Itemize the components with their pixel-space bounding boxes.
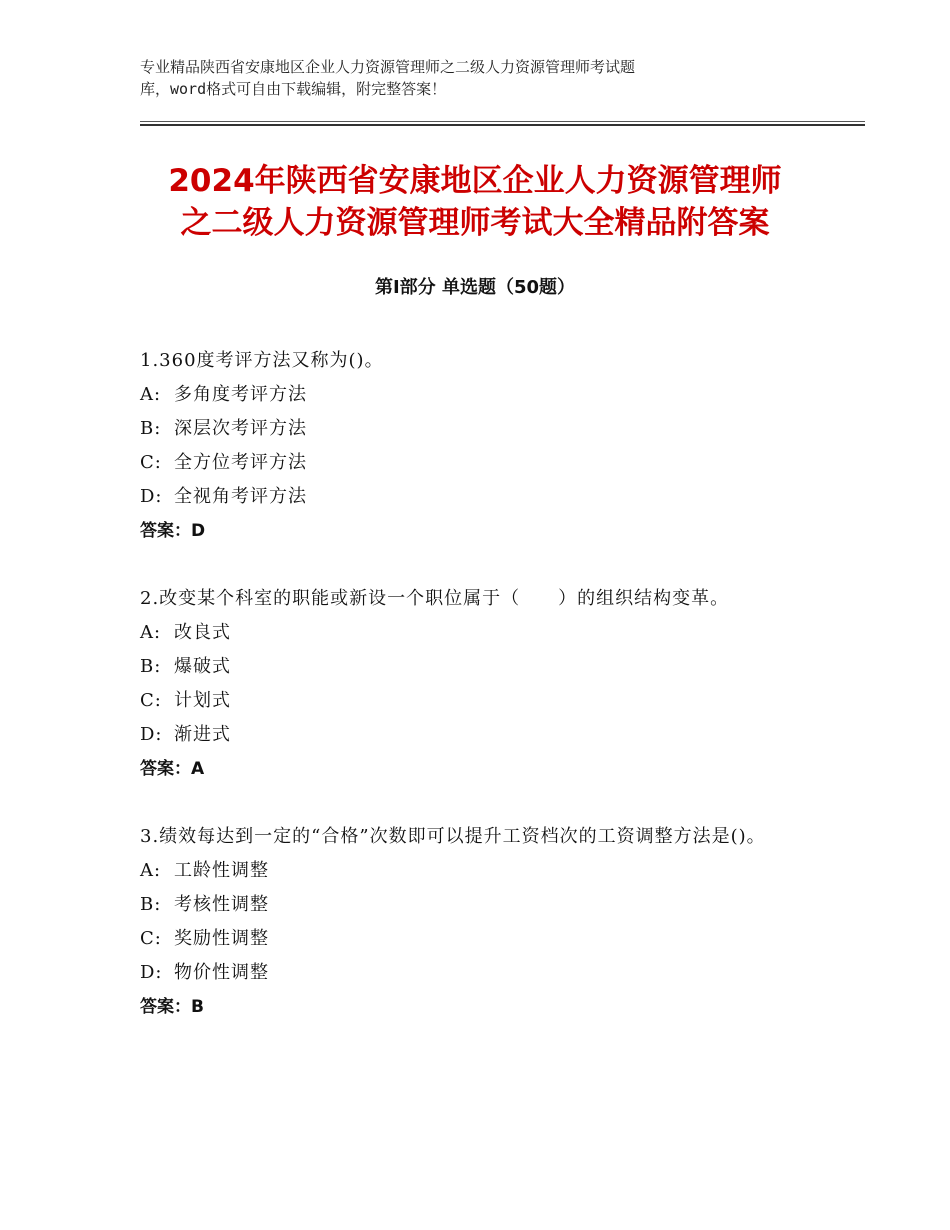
option-text: 爆破式 [174,656,231,677]
option-text: 工龄性调整 [174,860,269,881]
option-text: 物价性调整 [174,962,269,983]
option-key: C: [140,690,162,711]
question-1 [140,344,800,548]
option-text: 计划式 [174,690,231,711]
option-d [140,956,800,990]
answer-label: 答案：A [140,759,205,779]
section-heading: 第Ⅰ部分 单选题（50题） [374,277,575,298]
document-title-line1: 2024年陕西省安康地区企业人力资源管理师 [168,163,782,199]
question-stem: 3.绩效每达到一定的“合格”次数即可以提升工资档次的工资调整方法是()。 [140,826,766,847]
option-text: 多角度考评方法 [174,384,307,405]
option-text: 深层次考评方法 [174,418,307,439]
question-list [140,344,800,1058]
option-c [140,446,800,480]
option-key: B: [140,894,162,915]
option-key: A: [140,860,162,881]
option-c [140,684,800,718]
question-stem: 1.360度考评方法又称为()。 [140,350,384,371]
question-stem: 2.改变某个科室的职能或新设一个职位属于（ ）的组织结构变革。 [140,588,730,609]
answer-label: 答案：B [140,997,204,1017]
option-b [140,412,800,446]
option-key: C: [140,452,162,473]
document-title [100,160,850,244]
option-key: D: [140,724,163,745]
option-c [140,922,800,956]
header-note [140,56,820,100]
option-text: 全视角考评方法 [174,486,307,507]
option-d [140,718,800,752]
header-divider-thick [140,124,865,126]
option-key: C: [140,928,162,949]
option-a [140,378,800,412]
option-b [140,888,800,922]
header-divider-thin [140,121,865,122]
option-text: 改良式 [174,622,231,643]
option-text: 考核性调整 [174,894,269,915]
option-a [140,616,800,650]
option-key: D: [140,486,163,507]
option-text: 渐进式 [174,724,231,745]
option-key: A: [140,384,162,405]
option-key: B: [140,418,162,439]
option-b [140,650,800,684]
question-2 [140,582,800,786]
header-note-line2: 库，word格式可自由下载编辑，附完整答案！ [140,80,447,98]
option-d [140,480,800,514]
option-key: D: [140,962,163,983]
option-key: B: [140,656,162,677]
document-title-line2: 之二级人力资源管理师考试大全精品附答案 [180,205,770,241]
option-text: 全方位考评方法 [174,452,307,473]
option-text: 奖励性调整 [174,928,269,949]
header-note-line1: 专业精品陕西省安康地区企业人力资源管理师之二级人力资源管理师考试题 [140,58,636,76]
option-a [140,854,800,888]
answer-label: 答案：D [140,521,206,541]
option-key: A: [140,622,162,643]
question-3 [140,820,800,1024]
